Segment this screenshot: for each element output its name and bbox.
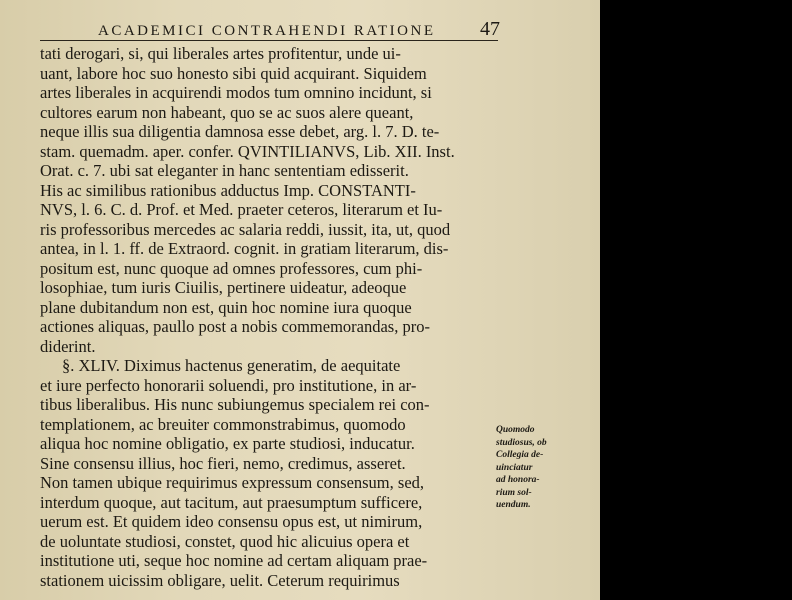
- text-line: et iure perfecto honorarii soluendi, pro institutione, in ar-: [40, 375, 417, 395]
- page-number: 47: [480, 18, 500, 40]
- text-line: artes liberales in acquirendi modos tum omnino incidunt, si: [40, 83, 432, 102]
- text-line: interdum quoque, aut tacitum, aut praesumptum sufficere,: [40, 492, 423, 512]
- text-line: uerum est. Et quidem ideo consensu opus est, ut nimirum,: [40, 512, 423, 531]
- text-line: neque illis sua diligentia damnosa esse debet, arg. l. 7. D. te-: [40, 122, 440, 141]
- text-line: tati derogari, si, qui liberales artes profitentur, unde ui-: [40, 44, 401, 63]
- margin-note-line: Quomodo: [496, 425, 535, 435]
- margin-note-line: Collegia de-: [496, 450, 544, 460]
- margin-note-line: studiosus, ob: [496, 437, 547, 448]
- text-line: de uoluntate studiosi, constet, quod hic alicuius opera et: [40, 531, 410, 551]
- text-line: losophiae, tum iuris Ciuilis, pertinere uideatur, adeoque: [40, 278, 407, 297]
- text-line: positum est, nunc quoque ad omnes professores, cum phi-: [40, 258, 423, 278]
- scan-background: [600, 0, 792, 600]
- text-line: stationem uicissim obligare, uelit. Ceterum requirimus: [40, 570, 400, 590]
- running-title: ACADEMICI CONTRAHENDI RATIONE: [98, 23, 436, 39]
- text-line: plane dubitandum non est, quin hoc nomine iura quoque: [40, 297, 412, 317]
- running-head: [40, 18, 500, 41]
- margin-note-line: uinciatur: [496, 462, 533, 473]
- margin-note-line: rium sol-: [496, 487, 532, 498]
- margin-note-line: ad honora-: [496, 475, 540, 485]
- margin-note-line: uendum.: [496, 500, 531, 510]
- text-line: antea, in l. 1. ff. de Extraord. cognit. in gratiam literarum, dis-: [40, 239, 449, 258]
- body-text: [40, 44, 498, 590]
- text-line: Non tamen ubique requirimus expressum consensum, sed,: [40, 473, 425, 492]
- text-line: institutione uti, seque hoc nomine ad certam aliquam prae-: [40, 551, 428, 570]
- text-line: Orat. c. 7. ubi sat eleganter in hanc sententiam edisserit.: [40, 161, 409, 180]
- text-line: uant, labore hoc suo honesto sibi quid acquirant. Siquidem: [40, 63, 427, 83]
- text-line: cultores earum non habeant, quo se ac suos alere queant,: [40, 102, 414, 122]
- text-line: Sine consensu illius, hoc fieri, nemo, credimus, asseret.: [40, 453, 406, 473]
- margin-note: [496, 424, 566, 512]
- text-line: aliqua hoc nomine obligatio, ex parte studiosi, inducatur.: [40, 434, 415, 453]
- paragraph-start-line: §. XLIV. Diximus hactenus generatim, de aequitate: [62, 356, 401, 375]
- text-line: tibus liberalibus. His nunc subiungemus specialem rei con-: [40, 395, 430, 414]
- text-line: NVS, l. 6. C. d. Prof. et Med. praeter ceteros, literarum et Iu-: [40, 200, 443, 219]
- text-line: His ac similibus rationibus adductus Imp. CONSTANTI-: [40, 180, 416, 200]
- header-rule: [40, 40, 498, 41]
- text-line: ris professoribus mercedes ac salaria reddi, iussit, ita, ut, quod: [40, 219, 451, 239]
- text-line: diderint.: [40, 336, 96, 356]
- text-line: stam. quemadm. aper. confer. QVINTILIANVS, Lib. XII. Inst.: [40, 141, 455, 161]
- text-line: actiones aliquas, paullo post a nobis commemorandas, pro-: [40, 317, 430, 336]
- text-line: templationem, ac breuiter commonstrabimus, quomodo: [40, 414, 406, 434]
